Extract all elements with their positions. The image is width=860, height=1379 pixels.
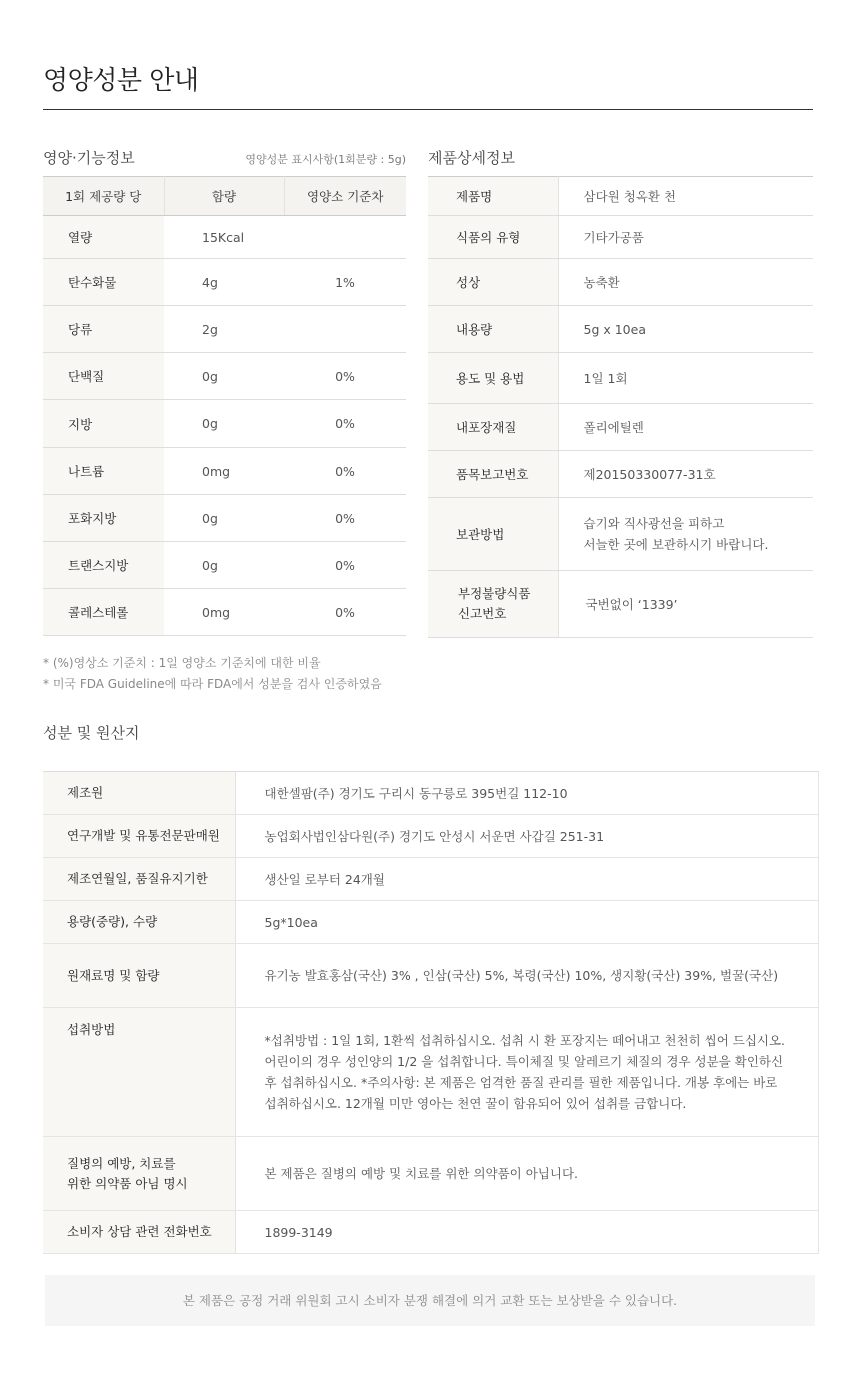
column-header: 1회 제공량 당 — [43, 177, 164, 216]
nutrient-percent: 0% — [284, 400, 406, 448]
ingredient-field-label: 소비자 상담 관련 전화번호 — [43, 1211, 235, 1254]
nutrient-amount: 0mg — [164, 448, 284, 495]
product-field-label: 품목보고번호 — [428, 451, 558, 498]
nutrient-percent — [284, 306, 406, 353]
label-line: 신고번호 — [458, 606, 507, 621]
product-field-value: 농축환 — [558, 259, 813, 306]
table-row — [43, 858, 818, 901]
product-field-label: 성상 — [428, 259, 558, 306]
nutrient-label: 나트륨 — [43, 448, 164, 495]
product-field-value: 폴리에틸렌 — [558, 404, 813, 451]
ingredient-field-label: 연구개발 및 유통전문판매원 — [43, 815, 235, 858]
table-row — [428, 353, 813, 404]
nutrient-amount: 4g — [164, 259, 284, 306]
ingredient-field-value: 1899-3149 — [235, 1211, 818, 1254]
product-field-label: 내용량 — [428, 306, 558, 353]
table-row — [43, 400, 406, 448]
table-row — [43, 1211, 818, 1254]
table-row — [43, 772, 818, 815]
nutrient-label: 당류 — [43, 306, 164, 353]
table-row — [43, 495, 406, 542]
nutrient-label: 트랜스지방 — [43, 542, 164, 589]
product-field-label — [428, 571, 558, 638]
nutrient-amount: 0g — [164, 542, 284, 589]
nutrient-percent — [284, 216, 406, 259]
nutrient-percent: 0% — [284, 542, 406, 589]
storage-line: 서늘한 곳에 보관하시기 바랍니다. — [583, 537, 769, 552]
ingredient-field-label: 제조연월일, 품질유지기한 — [43, 858, 235, 901]
nutrient-percent: 0% — [284, 495, 406, 542]
nutrient-amount: 0g — [164, 400, 284, 448]
ingredient-field-label: 용량(중량), 수량 — [43, 901, 235, 944]
table-row — [428, 177, 813, 216]
product-info-table — [428, 176, 813, 638]
column-header: 영양소 기준차 — [284, 177, 406, 216]
table-row — [43, 815, 818, 858]
nutrient-percent: 0% — [284, 448, 406, 495]
table-row — [428, 259, 813, 306]
intake-line: 후 섭취하십시오. *주의사항: 본 제품은 엄격한 품질 관리를 필한 제품입니다. 개봉 후에는 바로 — [264, 1075, 778, 1090]
table-row — [43, 542, 406, 589]
title-divider — [43, 109, 813, 110]
exchange-notice: 본 제품은 공정 거래 위원회 고시 소비자 분쟁 해결에 의거 교환 또는 보상받을 수 있습니다. — [45, 1275, 815, 1326]
nutrient-amount: 2g — [164, 306, 284, 353]
nutrition-table — [43, 176, 406, 636]
table-row — [43, 944, 818, 1008]
product-field-label: 내포장재질 — [428, 404, 558, 451]
nutrient-label: 지방 — [43, 400, 164, 448]
intake-line: 어린이의 경우 성인양의 1/2 을 섭취합니다. 특이체질 및 알레르기 체질의 경우 성분을 확인하신 — [264, 1054, 784, 1069]
ingredient-field-label: 섭취방법 — [43, 1008, 235, 1137]
table-row — [428, 451, 813, 498]
ingredient-field-value: 대한셀팜(주) 경기도 구리시 동구릉로 395번길 112-10 — [235, 772, 818, 815]
ingredient-field-value — [235, 1008, 818, 1137]
product-field-value — [558, 498, 813, 571]
nutrient-label: 단백질 — [43, 353, 164, 400]
table-row — [428, 571, 813, 638]
product-field-label: 용도 및 용법 — [428, 353, 558, 404]
product-field-value: 삼다원 청옥환 천 — [558, 177, 813, 216]
table-row — [428, 216, 813, 259]
ingredient-field-value: 5g*10ea — [235, 901, 818, 944]
ingredients-heading: 성분 및 원산지 — [43, 724, 140, 742]
table-row — [428, 498, 813, 571]
nutrient-percent: 1% — [284, 259, 406, 306]
nutrient-label: 포화지방 — [43, 495, 164, 542]
column-header: 함량 — [164, 177, 284, 216]
table-row — [43, 259, 406, 306]
ingredient-field-label: 원재료명 및 함량 — [43, 944, 235, 1008]
intake-line: *섭취방법 : 1일 1회, 1환씩 섭취하십시오. 섭취 시 환 포장지는 떼어내고 천천히 씹어 드십시오. — [264, 1033, 786, 1048]
table-row — [43, 1137, 818, 1211]
product-field-value: 제20150330077-31호 — [558, 451, 813, 498]
product-field-value: 1일 1회 — [558, 353, 813, 404]
footnote: * (%)영상소 기준치 : 1일 영양소 기준치에 대한 비율 — [43, 656, 321, 670]
nutrient-amount: 0mg — [164, 589, 284, 636]
storage-line: 습기와 직사광선을 피하고 — [583, 516, 725, 531]
label-line: 부정불량식품 — [458, 586, 531, 601]
product-field-value: 기타가공품 — [558, 216, 813, 259]
nutrient-label: 탄수화물 — [43, 259, 164, 306]
nutrient-label: 콜레스테롤 — [43, 589, 164, 636]
nutrition-header-row — [43, 177, 406, 216]
table-row — [43, 216, 406, 259]
page-title: 영양성분 안내 — [43, 66, 199, 96]
product-heading: 제품상세정보 — [428, 149, 515, 167]
table-row — [43, 353, 406, 400]
ingredient-field-value: 본 제품은 질병의 예방 및 치료를 위한 의약품이 아닙니다. — [235, 1137, 818, 1211]
product-field-value: 국번없이 ‘1339’ — [558, 571, 813, 638]
table-row — [43, 306, 406, 353]
table-row — [43, 448, 406, 495]
product-field-value: 5g x 10ea — [558, 306, 813, 353]
ingredient-field-label: 제조원 — [43, 772, 235, 815]
intake-line: 섭취하십시오. 12개월 미만 영아는 천연 꿀이 함유되어 있어 섭취를 금합니다. — [264, 1096, 687, 1111]
ingredient-field-value: 농업회사법인삼다원(주) 경기도 안성시 서운면 사갑길 251-31 — [235, 815, 818, 858]
table-row — [428, 404, 813, 451]
table-row — [43, 901, 818, 944]
nutrient-amount: 0g — [164, 353, 284, 400]
product-field-label: 보관방법 — [428, 498, 558, 571]
nutrition-heading: 영양·기능정보 — [43, 149, 135, 167]
ingredient-field-label — [43, 1137, 235, 1211]
nutrient-label: 열량 — [43, 216, 164, 259]
ingredients-table — [43, 771, 819, 1254]
ingredient-field-value: 생산일 로부터 24개월 — [235, 858, 818, 901]
table-row — [43, 589, 406, 636]
table-row — [43, 1008, 818, 1137]
nutrient-percent: 0% — [284, 353, 406, 400]
table-row — [428, 306, 813, 353]
product-field-label: 식품의 유형 — [428, 216, 558, 259]
footnote: * 미국 FDA Guideline에 따라 FDA에서 성분을 검사 인증하였음 — [43, 677, 382, 691]
serving-note: 영양성분 표시사항(1회분량 : 5g) — [245, 153, 406, 166]
nutrient-amount: 0g — [164, 495, 284, 542]
nutrient-percent: 0% — [284, 589, 406, 636]
ingredient-field-value: 유기농 발효홍삼(국산) 3% , 인삼(국산) 5%, 복령(국산) 10%, 생지황(국산) 39%, 벌꿀(국산) — [235, 944, 818, 1008]
nutrient-amount: 15Kcal — [164, 216, 284, 259]
label-line: 위한 의약품 아님 명시 — [67, 1175, 188, 1191]
product-field-label: 제품명 — [428, 177, 558, 216]
label-line: 질병의 예방, 치료를 — [67, 1155, 176, 1171]
